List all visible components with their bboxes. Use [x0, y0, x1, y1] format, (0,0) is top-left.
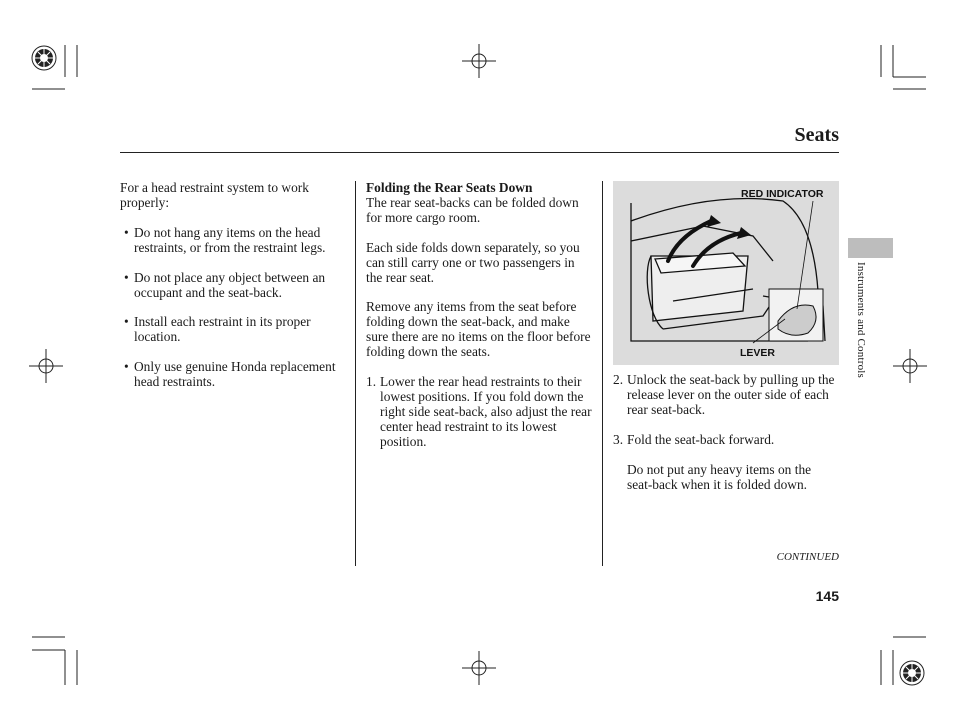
- left-column: [120, 181, 350, 390]
- page-title: Seats: [794, 124, 839, 146]
- paragraph: Each side folds down separately, so you can still carry one or two passengers in the rear seat.: [366, 239, 580, 285]
- header-rule: [120, 152, 839, 153]
- list-item: • Only use genuine Honda replacement head restraints.: [124, 359, 336, 390]
- section-tab-label: Instruments and Controls: [855, 262, 867, 379]
- list-item: • Install each restraint in its proper location.: [124, 314, 311, 345]
- paragraph: Remove any items from the seat before folding down the seat-back, and make sure there are no items on the floor before folding down the seats.: [366, 299, 591, 360]
- rear-seat-drawing: [613, 181, 839, 365]
- column-divider-2: [602, 181, 603, 566]
- note-text: Do not put any heavy items on the seat-back when it is folded down.: [627, 461, 812, 492]
- step-item: 2. Unlock the seat-back by pulling up the release lever on the outer side of each rear seat-back.: [613, 372, 835, 417]
- section-heading: Folding the Rear Seats Down: [366, 180, 533, 195]
- list-item: • Do not place any object between an occupant and the seat-back.: [124, 269, 326, 300]
- intro-text: For a head restraint system to work properly:: [120, 180, 309, 210]
- page-number: 145: [815, 588, 839, 604]
- step-item: 3. Fold the seat-back forward.: [613, 431, 775, 447]
- lever-label: LEVER: [740, 347, 776, 359]
- middle-column: [366, 181, 594, 450]
- paragraph: The rear seat-backs can be folded down for more cargo room.: [366, 194, 579, 225]
- section-tab: [848, 238, 893, 258]
- column-divider-1: [355, 181, 356, 566]
- continued-label: CONTINUED: [776, 551, 839, 563]
- right-column: [613, 373, 839, 492]
- step-item: 1. Lower the rear head restraints to their lowest positions. If you fold down the right side seat-back, also adjust the rear center head restraint to its lowest position.: [366, 374, 592, 449]
- red-indicator-label: RED INDICATOR: [741, 188, 824, 200]
- seat-lever-illustration: [613, 181, 839, 365]
- list-item: • Do not hang any items on the head restraints, or from the restraint legs.: [124, 224, 326, 255]
